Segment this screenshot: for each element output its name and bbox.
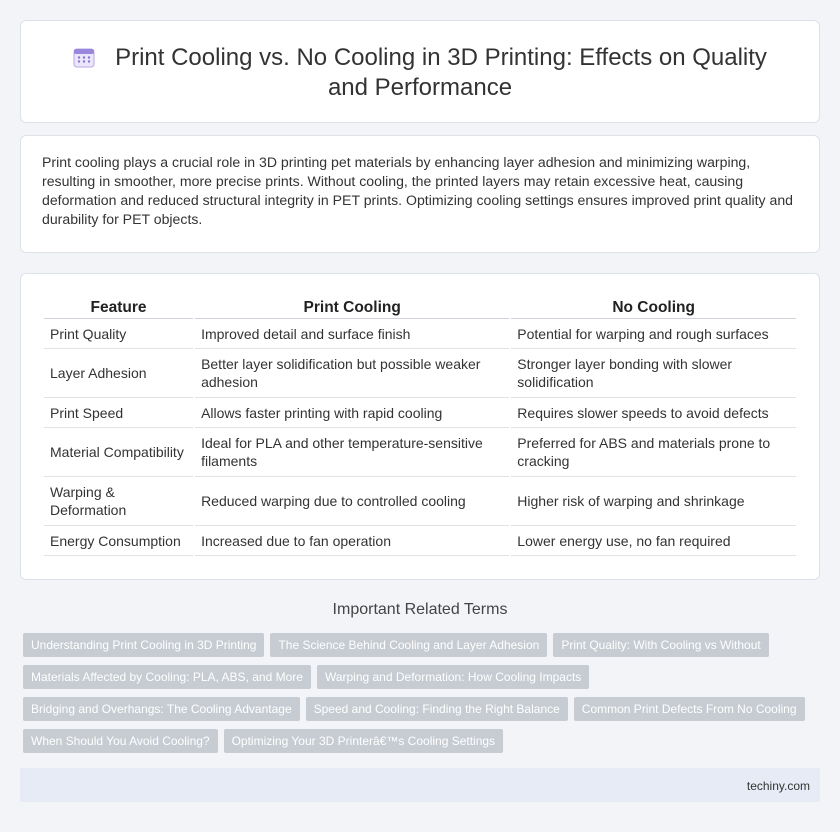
- header-print-cooling: Print Cooling: [195, 294, 509, 319]
- footer-site-link[interactable]: techiny.com: [746, 779, 810, 793]
- related-term-tag[interactable]: Bridging and Overhangs: The Cooling Advantage: [23, 697, 300, 721]
- table-cell: Ideal for PLA and other temperature-sensitive filaments: [195, 428, 509, 477]
- table-cell: Warping & Deformation: [44, 477, 193, 526]
- table-row: [44, 428, 796, 477]
- page-title: [51, 43, 789, 103]
- table-cell: Energy Consumption: [44, 526, 193, 556]
- table-cell: Potential for warping and rough surfaces: [511, 319, 796, 349]
- related-term-tag[interactable]: Warping and Deformation: How Cooling Impacts: [317, 665, 589, 689]
- footer: [20, 768, 820, 802]
- table-row: [44, 398, 796, 428]
- table-cell: Higher risk of warping and shrinkage: [511, 477, 796, 526]
- header-feature: Feature: [44, 294, 193, 319]
- table-cell: Allows faster printing with rapid cooling: [195, 398, 509, 428]
- related-term-tag[interactable]: Understanding Print Cooling in 3D Printing: [23, 633, 264, 657]
- page-title-text: Print Cooling vs. No Cooling in 3D Printing: Effects on Quality and Performance: [115, 44, 767, 101]
- related-term-tag[interactable]: Materials Affected by Cooling: PLA, ABS, and More: [23, 665, 311, 689]
- table-cell: Lower energy use, no fan required: [511, 526, 796, 556]
- table-cell: Requires slower speeds to avoid defects: [511, 398, 796, 428]
- table-row: [44, 477, 796, 526]
- table-cell: Preferred for ABS and materials prone to cracking: [511, 428, 796, 477]
- table-row: [44, 526, 796, 556]
- comparison-table: [42, 294, 798, 556]
- table-header-row: [44, 294, 796, 319]
- related-term-tag[interactable]: The Science Behind Cooling and Layer Adhesion: [270, 633, 547, 657]
- comparison-table-card: [20, 273, 820, 580]
- related-terms-title: Important Related Terms: [332, 601, 508, 618]
- table-cell: Print Quality: [44, 319, 193, 349]
- table-row: [44, 349, 796, 398]
- header-card: [20, 20, 820, 123]
- related-term-tag[interactable]: Optimizing Your 3D Printerâ€™s Cooling Settings: [224, 729, 503, 753]
- related-term-tag[interactable]: Speed and Cooling: Finding the Right Balance: [306, 697, 568, 721]
- related-terms-tags: [23, 633, 823, 761]
- table-cell: Better layer solidification but possible weaker adhesion: [195, 349, 509, 398]
- related-term-tag[interactable]: Common Print Defects From No Cooling: [574, 697, 805, 721]
- calendar-icon: [73, 46, 95, 68]
- table-cell: Material Compatibility: [44, 428, 193, 477]
- intro-text: Print cooling plays a crucial role in 3D printing pet materials by enhancing layer adhesion and minimizing warping, resulting in smoother, more precise prints. Without cooling, the printed layers may retain excessive heat, causing deformation and reduced structural integrity in PET prints. Optimizing cooling settings ensures improved print quality and durability for PET objects.: [42, 154, 794, 227]
- intro-card: [20, 135, 820, 253]
- table-row: [44, 319, 796, 349]
- table-cell: Layer Adhesion: [44, 349, 193, 398]
- table-cell: Stronger layer bonding with slower solidification: [511, 349, 796, 398]
- related-term-tag[interactable]: When Should You Avoid Cooling?: [23, 729, 218, 753]
- table-cell: Improved detail and surface finish: [195, 319, 509, 349]
- table-cell: Reduced warping due to controlled cooling: [195, 477, 509, 526]
- related-term-tag[interactable]: Print Quality: With Cooling vs Without: [553, 633, 768, 657]
- header-no-cooling: No Cooling: [511, 294, 796, 319]
- table-cell: Increased due to fan operation: [195, 526, 509, 556]
- table-cell: Print Speed: [44, 398, 193, 428]
